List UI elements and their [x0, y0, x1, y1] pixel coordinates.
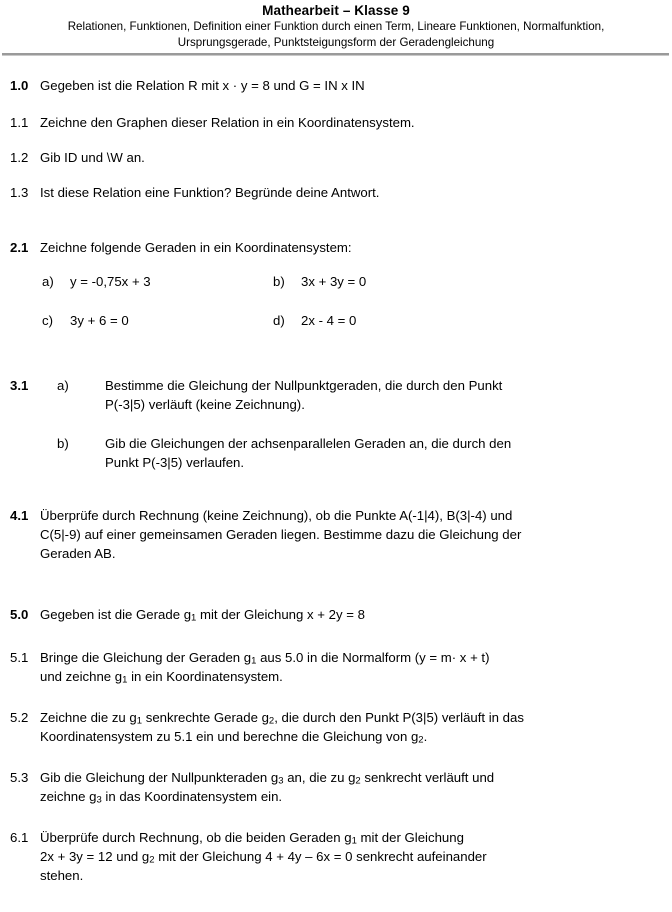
task-5-1-l2-a: und zeichne g — [40, 669, 123, 685]
task-5-1-l1-subscript: 1 — [251, 655, 257, 667]
task-5-2-l1-subscript-2: 2 — [268, 715, 275, 727]
task-5-1-l1-a: Bringe die Gleichung der Geraden g — [40, 650, 252, 666]
task-1-1 — [10, 113, 658, 132]
task-4-1-line-3: Geraden AB. — [40, 546, 116, 562]
task-3-1-letter-b: b) — [57, 436, 69, 452]
task-2-1-number: 2.1 — [10, 240, 29, 256]
task-5-1-number: 5.1 — [10, 650, 29, 666]
task-5-2-l2-a: Koordinatensystem zu 5.1 ein und berechne die Gleichung von g — [40, 729, 419, 745]
task-3-1 — [10, 376, 658, 414]
task-5-2-l1-subscript-1: 1 — [136, 715, 143, 727]
task-5-2-text — [40, 708, 658, 746]
task-3-1-a-line-1: Bestimme die Gleichung der Nullpunktgeraden, die durch den Punkt — [105, 378, 503, 394]
task-5-2-l2-subscript: 2 — [418, 734, 424, 746]
task-6-1-number: 6.1 — [10, 830, 29, 846]
document-title: Mathearbeit – Klasse 9 — [262, 3, 410, 18]
task-6-1-line-2 — [40, 847, 658, 866]
task-1-3 — [10, 183, 658, 202]
document-body — [0, 76, 672, 885]
task-6-1-l2-subscript: 2 — [149, 854, 155, 866]
task-2-1-text: Zeichne folgende Geraden in ein Koordinatensystem: — [40, 240, 352, 256]
task-5-0-text-a: Gegeben ist die Gerade g — [40, 607, 192, 623]
task-3-1-b-line-2: Punkt P(-3|5) verlaufen. — [105, 455, 245, 471]
task-6-1-l2-b: mit der Gleichung 4 + 4y – 6x = 0 senkrecht aufeinander — [154, 849, 487, 865]
task-3-1-letter-a: a) — [57, 378, 69, 394]
task-2-1-letter-b: b) — [273, 274, 285, 290]
task-5-0 — [10, 605, 658, 624]
task-5-2-l1-c: , die durch den Punkt P(3|5) verläuft in das — [274, 710, 524, 726]
task-1-1-text: Zeichne den Graphen dieser Relation in ein Koordinatensystem. — [40, 115, 415, 131]
task-5-2-line-1 — [40, 708, 658, 727]
task-5-3-l1-c: senkrecht verläuft und — [360, 770, 495, 786]
task-1-0-number: 1.0 — [10, 78, 29, 94]
document-subtitle-line-2: Ursprungsgerade, Punktsteigungsform der Geradengleichung — [177, 35, 495, 49]
task-2-1-row-cd — [10, 311, 658, 330]
task-5-3-l2-subscript: 3 — [96, 794, 102, 806]
task-5-3-number: 5.3 — [10, 770, 29, 786]
task-6-1-line-3: stehen. — [40, 868, 84, 884]
header-divider — [2, 53, 669, 56]
task-5-3-l1-b: an, die zu g — [283, 770, 356, 786]
task-5-3-l1-a: Gib die Gleichung der Nullpunkteraden g — [40, 770, 279, 786]
task-2-1-letter-d: d) — [273, 313, 285, 329]
task-6-1-l1-subscript: 1 — [351, 835, 357, 847]
task-1-2-number: 1.2 — [10, 150, 29, 166]
task-6-1-l1-b: mit der Gleichung — [356, 830, 464, 846]
task-3-1-a-line-2: P(-3|5) verläuft (keine Zeichnung). — [105, 397, 305, 413]
task-2-1-letter-c: c) — [42, 313, 53, 329]
task-5-0-text — [40, 605, 658, 624]
task-4-1-line-2: C(5|-9) auf einer gemeinsamen Geraden liegen. Bestimme dazu die Gleichung der — [40, 527, 522, 543]
task-6-1-line-1 — [40, 828, 658, 847]
task-6-1 — [10, 828, 658, 885]
document-subtitle-line-1: Relationen, Funktionen, Definition einer Funktion durch einen Term, Lineare Funktionen, Normalfunktion, — [67, 20, 605, 33]
task-1-2 — [10, 148, 658, 167]
task-2-1-row-ab — [10, 272, 658, 291]
task-5-3-text — [40, 768, 658, 806]
task-2-1-letter-a: a) — [42, 274, 54, 290]
task-2-1-equation-a: y = -0,75x + 3 — [70, 274, 151, 290]
task-3-1-item-a — [57, 376, 658, 414]
task-5-0-text-b: mit der Gleichung x + 2y = 8 — [196, 607, 365, 623]
task-5-3-l1-subscript-2: 2 — [355, 775, 361, 787]
task-4-1-line-1: Überprüfe durch Rechnung (keine Zeichnung), ob die Punkte A(-1|4), B(3|-4) und — [40, 508, 513, 524]
task-3-1-number: 3.1 — [10, 378, 29, 394]
task-5-3-l2-a: zeichne g — [40, 789, 97, 805]
document-header — [0, 0, 672, 50]
task-5-3-line-2 — [40, 787, 658, 806]
task-4-1 — [10, 506, 658, 563]
task-2-1-equation-c: 3y + 6 = 0 — [70, 313, 129, 329]
task-5-0-subscript: 1 — [191, 612, 197, 624]
task-1-3-number: 1.3 — [10, 185, 29, 201]
task-3-1-item-b — [57, 434, 658, 472]
task-5-1 — [10, 648, 658, 686]
task-5-2-l1-a: Zeichne die zu g — [40, 710, 137, 726]
task-5-3-l1-subscript-1: 3 — [278, 775, 284, 787]
task-6-1-text — [40, 828, 658, 885]
task-5-1-l1-b: aus 5.0 in die Normalform (y = m· x + t) — [256, 650, 490, 666]
task-5-1-line-2 — [40, 667, 658, 686]
task-2-1 — [10, 238, 658, 257]
task-1-3-text: Ist diese Relation eine Funktion? Begründe deine Antwort. — [40, 185, 380, 201]
task-5-2-number: 5.2 — [10, 710, 29, 726]
task-3-1-b-line-1: Gib die Gleichungen der achsenparallelen Geraden an, die durch den — [105, 436, 512, 452]
task-5-1-text — [40, 648, 658, 686]
task-4-1-number: 4.1 — [10, 508, 29, 524]
task-3-1-item-b-wrapper — [10, 434, 658, 472]
task-5-3-l2-b: in das Koordinatensystem ein. — [101, 789, 283, 805]
task-5-2 — [10, 708, 658, 746]
task-5-2-l1-b: senkrechte Gerade g — [142, 710, 269, 726]
task-5-2-line-2 — [40, 727, 658, 746]
task-5-1-line-1 — [40, 648, 658, 667]
task-6-1-l1-a: Überprüfe durch Rechnung, ob die beiden Geraden g — [40, 830, 352, 846]
task-1-0 — [10, 76, 658, 95]
task-4-1-text — [40, 506, 658, 563]
task-1-1-number: 1.1 — [10, 115, 29, 131]
task-1-0-text: Gegeben ist die Relation R mit x · y = 8 und G = IN x IN — [40, 78, 365, 94]
task-5-1-l2-b: in ein Koordinatensystem. — [127, 669, 283, 685]
task-5-3 — [10, 768, 658, 806]
task-2-1-equation-b: 3x + 3y = 0 — [301, 274, 367, 290]
task-5-1-l2-subscript: 1 — [122, 674, 128, 686]
task-5-3-line-1 — [40, 768, 658, 787]
task-2-1-equation-d: 2x - 4 = 0 — [301, 313, 357, 329]
task-6-1-l2-a: 2x + 3y = 12 und g — [40, 849, 150, 865]
task-1-2-text: Gib ID und \W an. — [40, 150, 145, 166]
task-5-0-number: 5.0 — [10, 607, 29, 623]
task-5-2-l2-b: . — [423, 729, 428, 745]
